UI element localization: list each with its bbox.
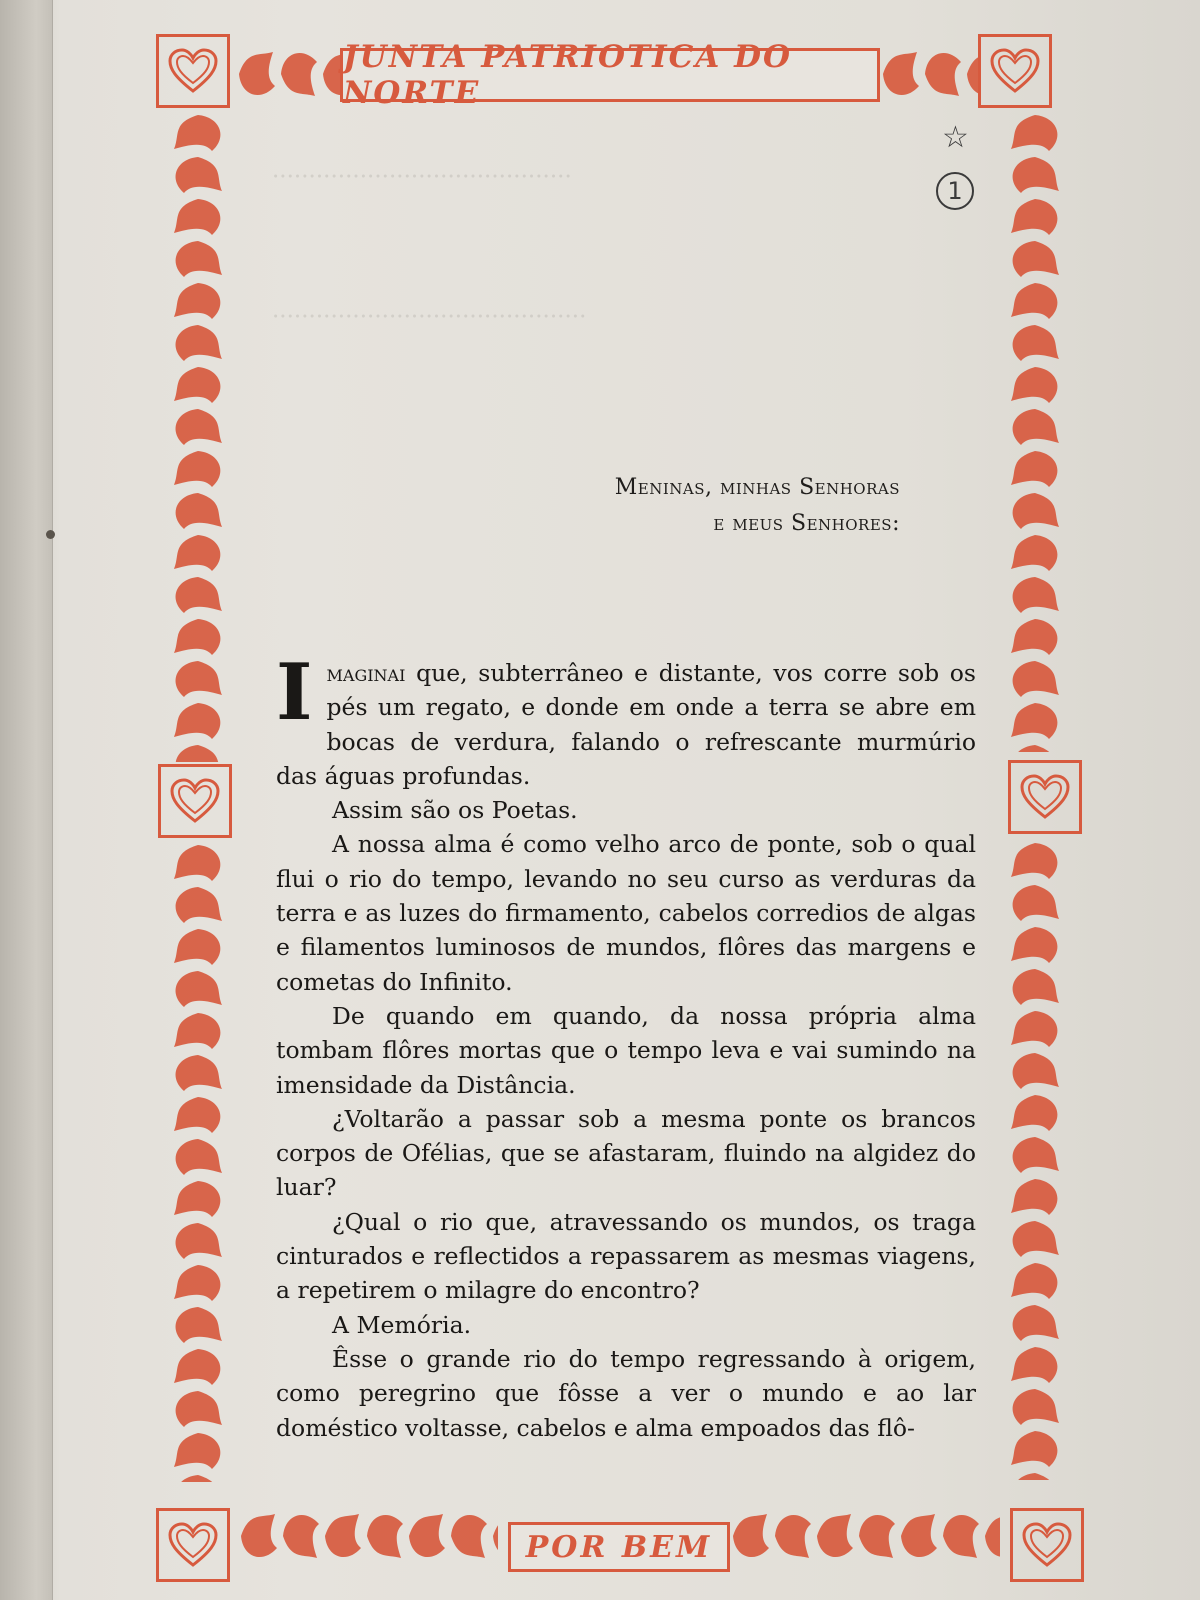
vine-leaf bbox=[1011, 1347, 1057, 1383]
salutation-line-2: e meus Senhores: bbox=[713, 511, 900, 536]
vine-leaf bbox=[241, 1514, 277, 1557]
vine-leaf bbox=[176, 1475, 222, 1482]
vine-ornament-top-right bbox=[880, 34, 980, 114]
vine-leaf bbox=[174, 1433, 220, 1469]
show-through-text: ··········································· bbox=[272, 304, 587, 330]
paragraph: ¿Qual o rio que, atravessando os mundos, os traga cinturados e reflectidos a repassarem as mesmas viagens, a repetirem o milagre do encontro? bbox=[276, 1207, 976, 1305]
corner-heart-box bbox=[156, 34, 230, 108]
vine-leaf bbox=[1011, 703, 1057, 739]
paragraph bbox=[276, 647, 976, 793]
vine-leaf bbox=[176, 971, 222, 1007]
vine-leaf bbox=[901, 1514, 937, 1557]
vine-ornament-left-lower bbox=[158, 842, 238, 1482]
vine-leaf bbox=[1011, 115, 1057, 151]
vine-leaf bbox=[1011, 927, 1057, 963]
vine-leaf bbox=[176, 493, 222, 529]
paragraph: A nossa alma é como velho arco de ponte, sob o qual flui o rio do tempo, levando no seu curso as verduras da terra e as luzes do firmamento, cabelos corredios de algas e filamentos luminosos de mundos, flôres das margens e cometas do Infinito. bbox=[276, 830, 976, 996]
vine-leaf bbox=[1013, 661, 1059, 697]
vine-leaf bbox=[925, 53, 961, 96]
vine-ornament-bottom-left bbox=[238, 1500, 498, 1572]
drop-cap: I bbox=[276, 647, 313, 738]
footer-banner: POR BEM bbox=[508, 1522, 730, 1572]
vine-leaf bbox=[883, 52, 919, 95]
vine-leaf bbox=[1013, 885, 1059, 921]
vine-leaf bbox=[174, 1097, 220, 1133]
vine-leaf bbox=[174, 535, 220, 571]
vine-leaf bbox=[1011, 1431, 1057, 1467]
paragraph: De quando em quando, da nossa própria alma tombam flôres mortas que o tempo leva e vai sumindo na imensidade da Distância. bbox=[276, 1001, 976, 1099]
vine-leaf bbox=[409, 1514, 445, 1557]
vine-leaf bbox=[325, 1514, 361, 1557]
vine-leaf bbox=[1011, 619, 1057, 655]
vine-leaf bbox=[1013, 1389, 1059, 1425]
heart-icon bbox=[1021, 1521, 1073, 1569]
vine-leaf bbox=[367, 1515, 403, 1558]
vine-leaf bbox=[239, 52, 275, 95]
vine-leaf bbox=[174, 619, 220, 655]
binding-spine bbox=[0, 0, 53, 1600]
vine-leaf bbox=[174, 199, 220, 235]
vine-leaf bbox=[1013, 577, 1059, 613]
vine-leaf bbox=[174, 115, 220, 151]
vine-leaf bbox=[1011, 283, 1057, 319]
vine-leaf bbox=[1011, 199, 1057, 235]
corner-heart-box bbox=[156, 1508, 230, 1582]
vine-leaf bbox=[775, 1515, 811, 1558]
vine-leaf bbox=[1013, 493, 1059, 529]
pencil-star-mark: ☆ bbox=[942, 120, 969, 155]
salutation-line-1: Meninas, minhas Senhoras bbox=[614, 475, 900, 500]
vine-leaf bbox=[1013, 157, 1059, 193]
heart-icon bbox=[167, 47, 219, 95]
vine-leaf bbox=[176, 661, 222, 697]
vine-leaf bbox=[174, 1013, 220, 1049]
heart-icon bbox=[989, 47, 1041, 95]
first-word: maginai bbox=[326, 659, 406, 687]
vine-leaf bbox=[817, 1514, 853, 1557]
vine-leaf bbox=[176, 157, 222, 193]
vine-leaf bbox=[493, 1514, 498, 1557]
vine-leaf bbox=[176, 577, 222, 613]
vine-leaf bbox=[859, 1515, 895, 1558]
vine-leaf bbox=[967, 52, 980, 95]
vine-leaf bbox=[174, 845, 220, 881]
show-through-text: ········································· bbox=[272, 164, 572, 190]
body-text bbox=[276, 647, 976, 1445]
vine-leaf bbox=[176, 1139, 222, 1175]
salutation bbox=[615, 470, 900, 542]
vine-leaf bbox=[1013, 1473, 1059, 1480]
heart-icon bbox=[1019, 773, 1071, 821]
pencil-circled-number: 1 bbox=[936, 172, 974, 210]
vine-leaf bbox=[733, 1514, 769, 1557]
vine-leaf bbox=[1013, 409, 1059, 445]
vine-leaf bbox=[174, 929, 220, 965]
paragraph: ¿Voltarão a passar sob a mesma ponte os brancos corpos de Ofélias, que se afastaram, fluindo na algidez do luar? bbox=[276, 1104, 976, 1202]
vine-leaf bbox=[176, 1391, 222, 1427]
corner-heart-box bbox=[978, 34, 1052, 108]
side-heart-box bbox=[1008, 760, 1082, 834]
vine-leaf bbox=[176, 409, 222, 445]
vine-leaf bbox=[1013, 1221, 1059, 1257]
paragraph: Assim são os Poetas. bbox=[332, 796, 578, 825]
vine-leaf bbox=[1011, 535, 1057, 571]
vine-leaf bbox=[176, 241, 222, 277]
vine-leaf bbox=[1011, 1263, 1057, 1299]
corner-heart-box bbox=[1010, 1508, 1084, 1582]
vine-leaf bbox=[1013, 1053, 1059, 1089]
vine-leaf bbox=[174, 1265, 220, 1301]
vine-leaf bbox=[176, 325, 222, 361]
vine-ornament-right-upper bbox=[995, 112, 1075, 752]
vine-leaf bbox=[451, 1515, 487, 1558]
vine-leaf bbox=[1011, 1095, 1057, 1131]
vine-leaf bbox=[1011, 1011, 1057, 1047]
vine-leaf bbox=[1013, 1305, 1059, 1341]
vine-leaf bbox=[1011, 451, 1057, 487]
vine-leaf bbox=[1013, 745, 1059, 752]
vine-ornament-left-upper bbox=[158, 112, 238, 762]
vine-leaf bbox=[943, 1515, 979, 1558]
vine-leaf bbox=[174, 703, 220, 739]
paragraph: Êsse o grande rio do tempo regressando à origem, como peregrino que fôsse a ver o mundo e ao lar doméstico voltasse, cabelos e alma empoados das flô- bbox=[276, 1344, 976, 1442]
vine-leaf bbox=[281, 53, 317, 96]
vine-leaf bbox=[1011, 1179, 1057, 1215]
vine-ornament-right-lower bbox=[995, 840, 1075, 1480]
vine-leaf bbox=[176, 1307, 222, 1343]
binding-hole bbox=[46, 530, 55, 539]
vine-leaf bbox=[174, 1181, 220, 1217]
vine-leaf bbox=[1013, 241, 1059, 277]
vine-ornament-bottom-right bbox=[730, 1500, 1000, 1572]
vine-leaf bbox=[283, 1515, 319, 1558]
vine-leaf bbox=[174, 1349, 220, 1385]
header-banner: JUNTA PATRIOTICA DO NORTE bbox=[340, 48, 880, 102]
vine-leaf bbox=[1013, 1137, 1059, 1173]
vine-leaf bbox=[1011, 843, 1057, 879]
vine-leaf bbox=[176, 887, 222, 923]
vine-leaf bbox=[1011, 367, 1057, 403]
vine-leaf bbox=[174, 283, 220, 319]
vine-ornament-top-left bbox=[236, 34, 344, 114]
vine-leaf bbox=[174, 367, 220, 403]
vine-leaf bbox=[1013, 969, 1059, 1005]
paragraph: A Memória. bbox=[332, 1310, 472, 1339]
vine-leaf bbox=[1013, 325, 1059, 361]
vine-leaf bbox=[985, 1514, 1000, 1557]
side-heart-box bbox=[158, 764, 232, 838]
vine-leaf bbox=[176, 745, 222, 762]
heart-icon bbox=[169, 777, 221, 825]
vine-leaf bbox=[174, 451, 220, 487]
paragraph-text: que, subterrâneo e distante, vos corre sob os pés um regato, e donde em onde a terra se abre em bocas de verdura, falando o refrescante murmúrio das águas profundas. bbox=[276, 659, 976, 790]
vine-leaf bbox=[176, 1055, 222, 1091]
heart-icon bbox=[167, 1521, 219, 1569]
vine-leaf bbox=[176, 1223, 222, 1259]
